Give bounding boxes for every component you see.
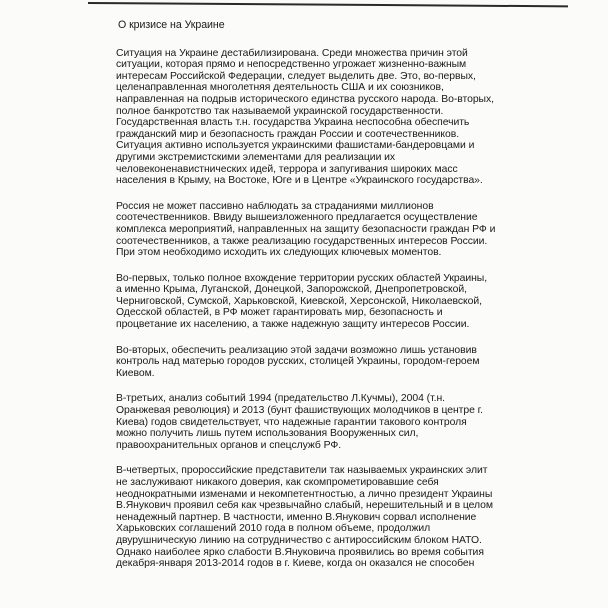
text-line: соотечественников, а также реализацию государственных интересов России. <box>116 235 488 247</box>
text-line: Харьковских соглашений 2010 года в полном объеме, продолжил <box>116 523 431 535</box>
text-line: населения в Крыму, на Востоке, Юге и в Центре «Украинского государства». <box>116 175 483 187</box>
text-line: В-третьих, анализ событий 1994 (предательство Л.Кучмы), 2004 (т.н. <box>116 393 445 405</box>
text-line: Киева) годов свидетельствует, что надежные гарантии такового контроля <box>116 416 467 428</box>
text-line: декабря-января 2013-2014 годов в г. Киеве, когда он оказался не способен <box>116 558 475 570</box>
text-line: При этом необходимо исходить их следующих ключевых моментов. <box>116 247 442 259</box>
paragraph-second-point <box>116 345 526 380</box>
text-line: человеконенавистнических идей, террора и запугивания широких масс <box>116 163 458 175</box>
text-line: правоохранительных органов и спецслужб РФ. <box>116 439 342 451</box>
text-line: В.Янукович проявил себя как чрезвычайно слабый, нерешительный и в целом <box>116 500 493 512</box>
text-line: Черниговской, Сумской, Харьковской, Киевской, Херсонской, Николаевской, <box>116 295 482 307</box>
text-line: комплекса мероприятий, направленных на защиту безопасности граждан РФ и <box>116 223 496 235</box>
text-line: двурушническую линию на сотрудничество с антироссийским блоком НАТО. <box>116 534 482 546</box>
text-line: Ситуация на Украине дестабилизирована. Среди множества причин этой <box>116 47 468 59</box>
document-title: О кризисе на Украине <box>118 19 225 31</box>
text-line: полное банкротство так называемой украинской государственности. <box>116 105 444 117</box>
paragraph-situation <box>116 48 526 187</box>
paragraph-fourth-point <box>116 465 526 569</box>
text-line: Во-первых, только полное вхождение территории русских областей Украины, <box>116 272 488 284</box>
text-line: Во-вторых, обеспечить реализацию этой задачи возможно лишь установив <box>116 344 477 356</box>
text-line: процветание их населению, а также надежную защиту интересов России. <box>116 319 470 331</box>
text-line: можно получить лишь путем использования Вооруженных сил, <box>116 428 419 440</box>
paragraph-first-point <box>116 273 526 331</box>
paragraph-third-point <box>116 393 526 451</box>
text-line: ситуации, которая прямо и непосредственно угрожает жизненно-важным <box>116 59 467 71</box>
paper-top-edge <box>88 2 568 7</box>
text-line: Однако наиболее ярко слабости В.Януковича проявились во время события <box>116 546 484 558</box>
text-line: интересам Российской Федерации, следует выделить две. Это, во-первых, <box>116 70 476 82</box>
text-line: гражданский мир и безопасность граждан России и соотечественников. <box>116 128 460 140</box>
document-body <box>116 20 526 584</box>
text-line: а именно Крыма, Луганской, Донецкой, Запорожской, Днепропетровской, <box>116 284 467 296</box>
text-line: контроль над матерью городов русских, столицей Украины, городом-героем <box>116 356 480 368</box>
text-line: В-четвертых, пророссийские представители так называемых украинских элит <box>116 465 488 477</box>
text-line: Киевом. <box>116 367 155 379</box>
text-line: направленная на подрыв исторического единства русского народа. Во-вторых, <box>116 93 494 105</box>
text-line: Одесской областей, в РФ может гарантировать мир, безопасность и <box>116 307 443 319</box>
text-line: Оранжевая революция) и 2013 (бунт фашиствующих молодчиков в центре г. <box>116 405 483 417</box>
text-line: Россия не может пассивно наблюдать за страданиями миллионов <box>116 200 434 212</box>
paragraph-russia-cannot-watch <box>116 201 526 259</box>
text-line: Государственная власть т.н. государства Украина неспособна обеспечить <box>116 117 470 129</box>
text-line: неоднократными изменами и некомпетентностью, а лично президент Украины <box>116 488 493 500</box>
text-line: целенаправленная многолетняя деятельность США и их союзников, <box>116 82 444 94</box>
text-line: Ситуация активно используется украинскими фашистами-бандеровцами и <box>116 140 475 152</box>
text-line: соотечественников. Ввиду вышеизложенного предлагается осуществление <box>116 212 478 224</box>
text-line: другими экстремистскими элементами для реализации их <box>116 151 396 163</box>
text-line: не заслуживают никакого доверия, как скомпрометировавшие себя <box>116 477 439 488</box>
text-line: ненадежный партнер. В частности, именно В.Янукович сорвал исполнение <box>116 511 477 523</box>
